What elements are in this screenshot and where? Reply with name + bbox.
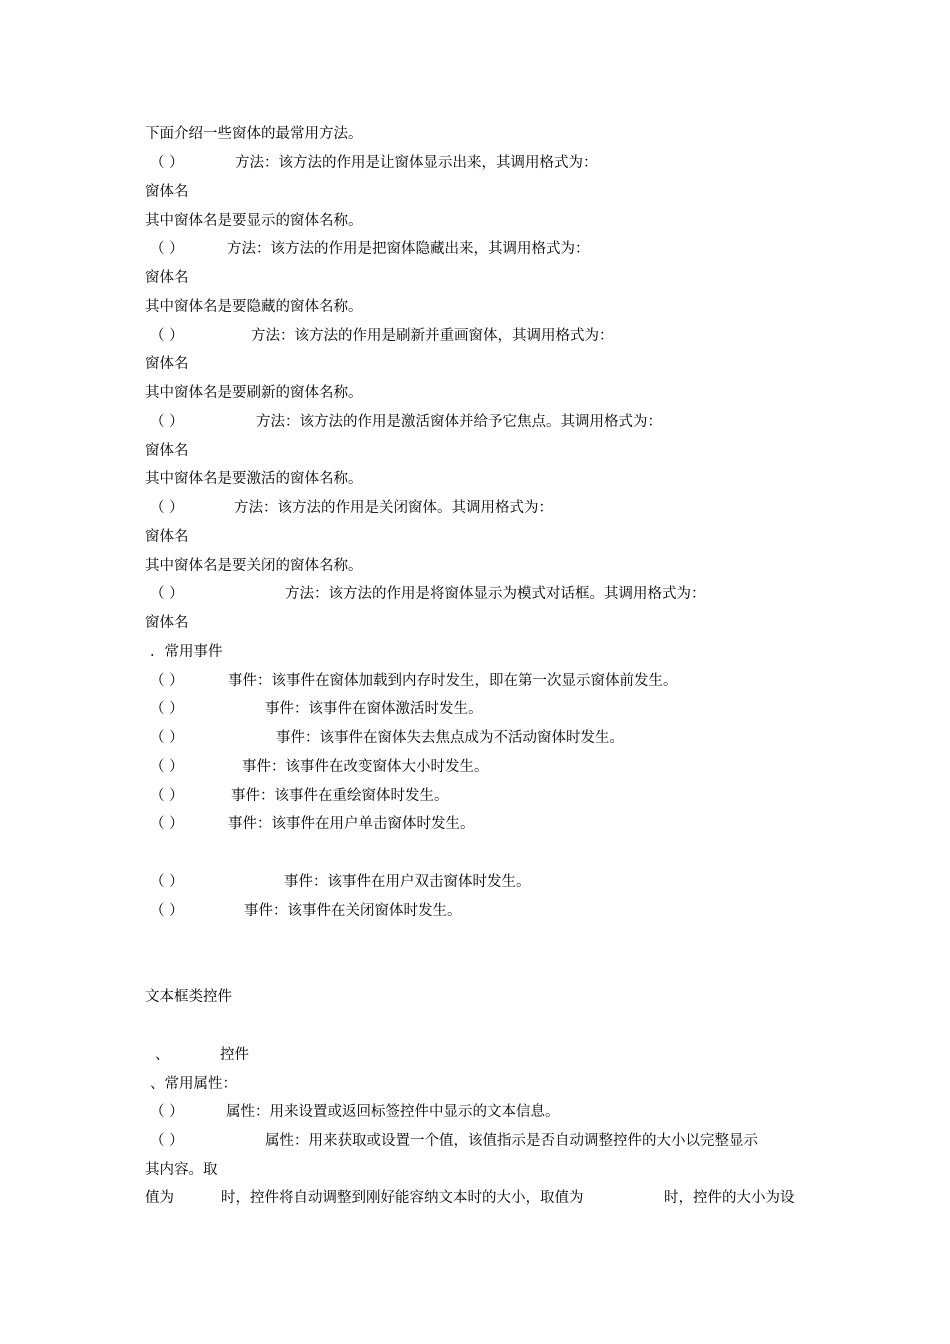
event-number: （ ）: [150, 759, 184, 775]
event-number: （ ）: [150, 903, 184, 919]
event-description: 事件：该事件在窗体失去焦点成为不活动窗体时发生。: [276, 730, 624, 746]
properties-heading: 、常用属性：: [150, 1076, 237, 1092]
property-number: （ ）: [150, 1104, 184, 1120]
event-description: 事件：该事件在重绘窗体时发生。: [231, 788, 449, 804]
method-number: （ ）: [150, 241, 184, 257]
property-description: 属性：用来设置或返回标签控件中显示的文本信息。: [226, 1104, 560, 1120]
method-description: 方法：该方法的作用是激活窗体并给予它焦点。其调用格式为：: [256, 414, 662, 430]
method-number: （ ）: [150, 414, 184, 430]
method-description: 方法：该方法的作用是让窗体显示出来，其调用格式为：: [235, 155, 598, 171]
event-description: 事件：该事件在用户单击窗体时发生。: [228, 816, 475, 832]
method-syntax: 窗体名: [145, 356, 189, 372]
event-description: 事件：该事件在用户双击窗体时发生。: [284, 874, 531, 890]
method-number: （ ）: [150, 155, 184, 171]
method-description: 方法：该方法的作用是关闭窗体。其调用格式为：: [234, 500, 553, 516]
method-number: （ ）: [150, 328, 184, 344]
property-number: （ ）: [150, 1133, 184, 1149]
subsection-title: 控件: [220, 1047, 249, 1063]
subsection-mark: 、: [155, 1047, 170, 1063]
method-note: 其中窗体名是要隐藏的窗体名称。: [145, 299, 363, 315]
event-number: （ ）: [150, 874, 184, 890]
method-syntax: 窗体名: [145, 615, 189, 631]
event-number: （ ）: [150, 788, 184, 804]
method-note: 其中窗体名是要显示的窗体名称。: [145, 213, 363, 229]
property-description: 属性：用来获取或设置一个值，该值指示是否自动调整控件的大小以完整显示: [265, 1133, 758, 1149]
event-description: 事件：该事件在窗体激活时发生。: [265, 701, 483, 717]
event-description: 事件：该事件在改变窗体大小时发生。: [242, 759, 489, 775]
continuation-part: 值为: [145, 1190, 174, 1206]
event-number: （ ）: [150, 673, 184, 689]
event-description: 事件：该事件在关闭窗体时发生。: [244, 903, 462, 919]
method-syntax: 窗体名: [145, 184, 189, 200]
continuation-part: 时，控件将自动调整到刚好能容纳文本时的大小，取值为: [221, 1190, 584, 1206]
method-description: 方法：该方法的作用是刷新并重画窗体，其调用格式为：: [251, 328, 614, 344]
event-number: （ ）: [150, 730, 184, 746]
method-syntax: 窗体名: [145, 270, 189, 286]
continuation-part: 时，控件的大小为设: [664, 1190, 795, 1206]
method-syntax: 窗体名: [145, 443, 189, 459]
event-number: （ ）: [150, 701, 184, 717]
method-note: 其中窗体名是要刷新的窗体名称。: [145, 385, 363, 401]
events-heading: ．常用事件: [150, 644, 223, 660]
method-number: （ ）: [150, 586, 184, 602]
method-note: 其中窗体名是要激活的窗体名称。: [145, 471, 363, 487]
method-description: 方法：该方法的作用是将窗体显示为模式对话框。其调用格式为：: [285, 586, 706, 602]
method-number: （ ）: [150, 500, 184, 516]
intro-text: 下面介绍一些窗体的最常用方法。: [145, 126, 363, 142]
method-note: 其中窗体名是要关闭的窗体名称。: [145, 558, 363, 574]
continuation-line: 其内容。取: [145, 1162, 218, 1178]
method-description: 方法：该方法的作用是把窗体隐藏出来，其调用格式为：: [227, 241, 590, 257]
event-number: （ ）: [150, 816, 184, 832]
method-syntax: 窗体名: [145, 529, 189, 545]
section-title: 文本框类控件: [145, 989, 232, 1005]
event-description: 事件：该事件在窗体加载到内存时发生，即在第一次显示窗体前发生。: [228, 673, 678, 689]
